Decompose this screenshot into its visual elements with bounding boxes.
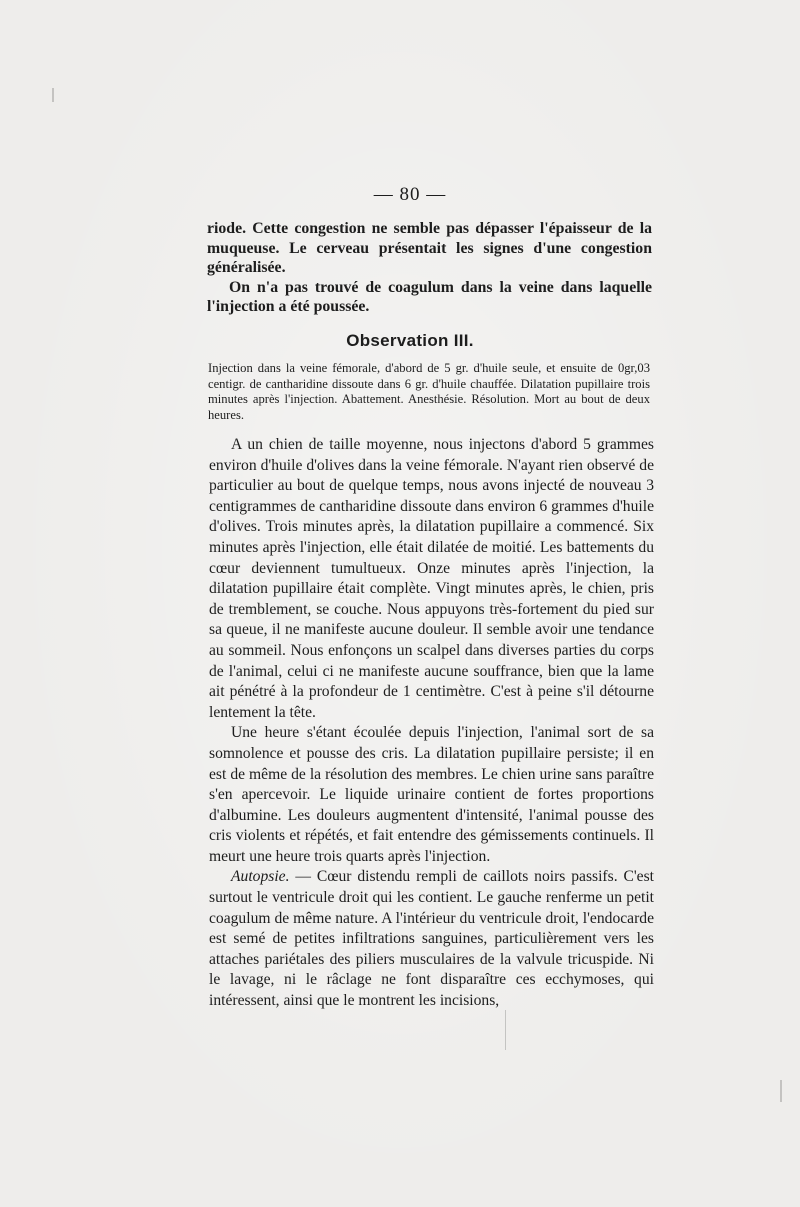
body-text-block [209,435,654,1012]
observation-heading: Observation III. [346,331,474,350]
paragraph-experiment: A un chien de taille moyenne, nous injectons d'abord 5 grammes environ d'huile d'olives dans la veine fémorale. N'ayant rien observé de particulier au bout de quelque temps, nous avons injecté de nouveau 3 centigrammes de cantharidine dissoute dans environ 6 grammes d'huile d'olives. Trois minutes après, la dilatation pupillaire a commencé. Six minutes après l'injection, elle était dilatée de moitié. Les battements du cœur deviennent tumultueux. Onze minutes après l'injection, la dilatation pupillaire était complète. Vingt minutes après, le chien, pris de tremblement, se couche. Nous appuyons très-fortement du pied sur sa queue, il ne manifeste aucune douleur. Il semble avoir une tendance au sommeil. Nous enfonçons un scalpel dans diverses parties du corps de l'animal, celui ci ne manifeste aucune souffrance, bien que la lame ait pénétré à la profondeur de 1 centimètre. C'est à peine s'il détourne lentement la tête. [209,436,654,721]
paragraph-after-one-hour: Une heure s'étant écoulée depuis l'injection, l'animal sort de sa somnolence et pousse des cris. La dilatation pupillaire persiste; il en est de même de la résolution des membres. Le chien urine sans paraître s'en apercevoir. Le liquide urinaire contient de fortes proportions d'albumine. Les douleurs augmentent d'intensité, l'animal pousse des cris violents et répétés, et fait entendre des gémissements continuels. Il meurt une heure trois quarts après l'injection. [209,724,654,865]
autopsie-label: Autopsie. [231,868,290,886]
autopsie-text: — Cœur distendu rempli de caillots noirs passifs. C'est surtout le ventricule droit qui les contient. Le gauche renferme un petit coagulum de même nature. A l'intérieur du ventricule droit, l'endocarde est semé de petites infiltrations sanguines, particulièrement vers les attaches pariétales des piliers musculaires de la valvule tricuspide. Ni le lavage, ni le râclage ne font disparaître ces ecchymoses, qui intéressent, ainsi que le montrent les incisions, [209,868,654,1010]
page-number: — 80 — [373,184,447,205]
observation-summary: Injection dans la veine fémorale, d'abord de 5 gr. d'huile seule, et ensuite de 0gr,03 centigr. de cantharidine dissoute dans 6 gr. d'huile chauffée. Dilatation pupillaire trois minutes après l'injection. Abattement. Anesthésie. Résolution. Mort au bout de deux heures. [208,361,650,422]
paragraph-autopsie [209,867,654,1011]
paragraph-coagulum: On n'a pas trouvé de coagulum dans la veine dans laquelle l'injection a été poussée. [207,278,652,316]
observation-summary-block [208,361,650,423]
paragraph-continuation: riode. Cette congestion ne semble pas dépasser l'épaisseur de la muqueuse. Le cerveau présentait les signes d'une congestion généralisée. [207,220,652,277]
scan-mark [505,1010,506,1050]
scan-mark [780,1080,782,1102]
scan-mark [52,88,54,102]
top-paragraphs [207,219,652,317]
